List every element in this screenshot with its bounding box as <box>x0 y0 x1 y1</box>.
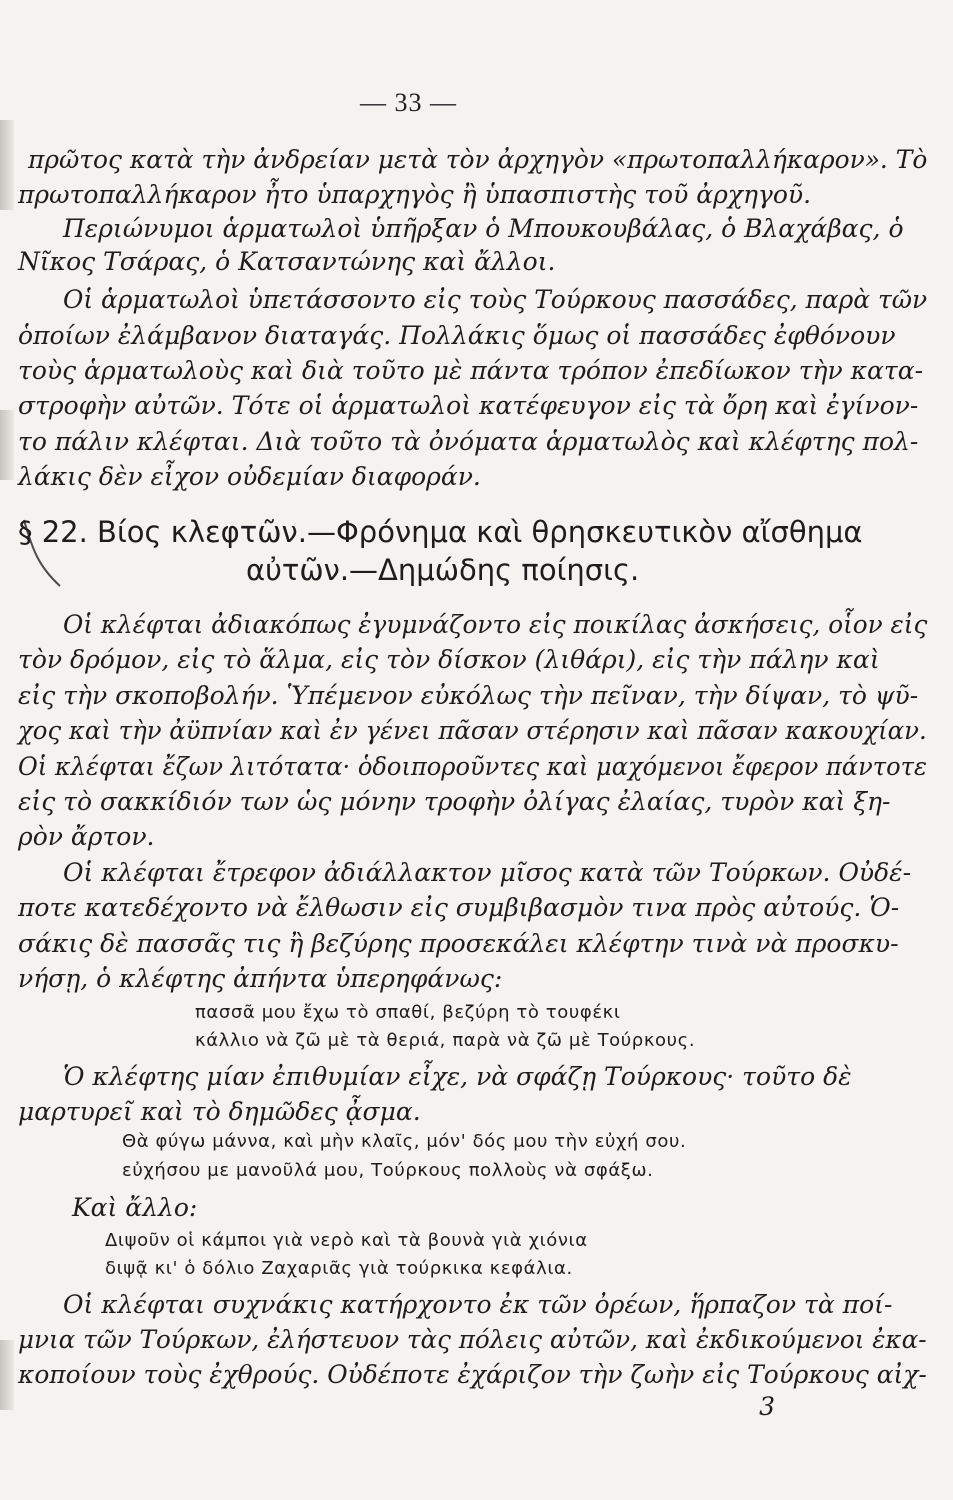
paragraph-line: εἰς τὴν σκοποβολήν. Ὑπέμενον εὐκόλως τὴν πεῖναν, τὴν δίψαν, τὸ ψῦ- <box>18 681 919 710</box>
paragraph-line: στροφὴν αὐτῶν. Τότε οἱ ἁρματωλοὶ κατέφευγον εἰς τὰ ὄρη καὶ ἐγίνον- <box>18 391 919 420</box>
paragraph-line: ρὸν ἄρτον. <box>18 822 155 851</box>
verse-line: διψᾷ κι' ὁ δόλιο Ζαχαριᾶς γιὰ τούρκικα κεφάλια. <box>105 1258 573 1279</box>
paragraph-line: λάκις δὲν εἶχον οὐδεμίαν διαφοράν. <box>18 462 481 491</box>
paragraph-line: Οἱ κλέφται ἀδιακόπως ἐγυμνάζοντο εἰς ποικίλας ἀσκήσεις, οἷον εἰς <box>63 610 928 639</box>
paragraph-line: κοποίουν τοὺς ἐχθρούς. Οὐδέποτε ἐχάριζον τὴν ζωὴν εἰς Τούρκους αἰχ- <box>18 1360 927 1389</box>
verse-line: εὐχήσου με μανοῦλά μου, Τούρκους πολλοὺς νὰ σφάξω. <box>122 1160 654 1181</box>
paragraph-line: ποτε κατεδέχοντο νὰ ἔλθωσιν εἰς συμβιβασμὸν τινα πρὸς αὐτούς. Ὁ- <box>18 893 900 922</box>
paragraph-line: εἰς τὸ σακκίδιόν των ὡς μόνην τροφὴν ὀλίγας ἐλαίας, τυρὸν καὶ ξη- <box>18 787 891 816</box>
page-number: — 33 — <box>360 88 457 117</box>
paragraph-line: Οἱ ἁρματωλοὶ ὑπετάσσοντο εἰς τοὺς Τούρκους πασσάδες, παρὰ τῶν <box>63 285 928 314</box>
paragraph-line: τὸν δρόμον, εἰς τὸ ἅλμα, εἰς τὸν δίσκον (λιθάρι), εἰς τὴν πάλην καὶ <box>18 645 880 674</box>
paragraph-line: νήσῃ, ὁ κλέφτης ἀπήντα ὑπερηφάνως: <box>18 964 503 993</box>
page-edge-shadow <box>0 1340 14 1410</box>
paragraph-line: Οἱ κλέφται ἔζων λιτότατα· ὁδοιποροῦντες καὶ μαχόμενοι ἔφερον πάντοτε <box>18 752 927 781</box>
paragraph-line: Περιώνυμοι ἁρματωλοὶ ὑπῆρξαν ὁ Μπουκουβάλας, ὁ Βλαχάβας, ὁ <box>63 214 904 243</box>
paragraph-line: σάκις δὲ πασσᾶς τις ἢ βεζύρης προσεκάλει κλέφτην τινὰ νὰ προσκυ- <box>18 929 899 958</box>
paragraph-line: Οἱ κλέφται συχνάκις κατήρχοντο ἐκ τῶν ὀρέων, ἥρπαζον τὰ ποί- <box>63 1290 893 1319</box>
section-heading: § 22. Βίος κλεφτῶν.—Φρόνημα καὶ θρησκευτικὸν αἴσθημα <box>18 515 863 549</box>
paragraph-line: χος καὶ τὴν ἀϋπνίαν καὶ ἐν γένει πᾶσαν στέρησιν καὶ πᾶσαν κακουχίαν. <box>18 716 927 745</box>
paragraph-line: πρῶτος κατὰ τὴν ἀνδρείαν μετὰ τὸν ἀρχηγὸν «πρωτοπαλλήκαρον». Τὸ <box>28 145 928 174</box>
verse-line: κάλλιο νὰ ζῶ μὲ τὰ θεριά, παρὰ νὰ ζῶ μὲ Τούρκους. <box>195 1030 696 1051</box>
paragraph-line: πρωτοπαλλήκαρον ἦτο ὑπαρχηγὸς ἢ ὑπασπιστὴς τοῦ ἀρχηγοῦ. <box>18 180 812 209</box>
verse-line: Θὰ φύγω μάννα, καὶ μὴν κλαῖς, μόν' δός μου τὴν εὐχή σου. <box>122 1131 687 1152</box>
paragraph-line: Νῖκος Τσάρας, ὁ Κατσαντώνης καὶ ἄλλοι. <box>18 247 556 276</box>
paragraph-line: μαρτυρεῖ καὶ τὸ δημῶδες ᾆσμα. <box>18 1097 421 1126</box>
page-edge-shadow <box>0 410 14 480</box>
printer-signature: 3 <box>759 1392 775 1421</box>
page-edge-shadow <box>0 120 14 210</box>
paragraph-line: μνια τῶν Τούρκων, ἐλήστευον τὰς πόλεις αὐτῶν, καὶ ἐκδικούμενοι ἐκα- <box>18 1325 927 1354</box>
paragraph-line: το πάλιν κλέφται. Διὰ τοῦτο τὰ ὀνόματα ἁρματωλὸς καὶ κλέφτης πολ- <box>18 427 919 456</box>
section-heading-subtitle: αὐτῶν.—Δημώδης ποίησις. <box>246 553 640 587</box>
paragraph-line: τοὺς ἁρματωλοὺς καὶ διὰ τοῦτο μὲ πάντα τρόπον ἐπεδίωκον τὴν κατα- <box>18 356 924 385</box>
paragraph-line: ὁποίων ἐλάμβανον διαταγάς. Πολλάκις ὅμως οἱ πασσάδες ἐφθόνουν <box>18 321 896 350</box>
paragraph-line: Οἱ κλέφται ἔτρεφον ἀδιάλλακτον μῖσος κατὰ τῶν Τούρκων. Οὐδέ- <box>63 858 912 887</box>
verse-label: Καὶ ἄλλο: <box>72 1193 198 1222</box>
verse-line: πασσᾶ μου ἔχω τὸ σπαθί, βεζύρη τὸ τουφέκι <box>195 1002 621 1023</box>
verse-line: Διψοῦν οἱ κάμποι γιὰ νερὸ καὶ τὰ βουνὰ γιὰ χιόνια <box>105 1230 588 1251</box>
paragraph-line: Ὁ κλέφτης μίαν ἐπιθυμίαν εἶχε, νὰ σφάζῃ Τούρκους· τοῦτο δὲ <box>63 1062 852 1091</box>
